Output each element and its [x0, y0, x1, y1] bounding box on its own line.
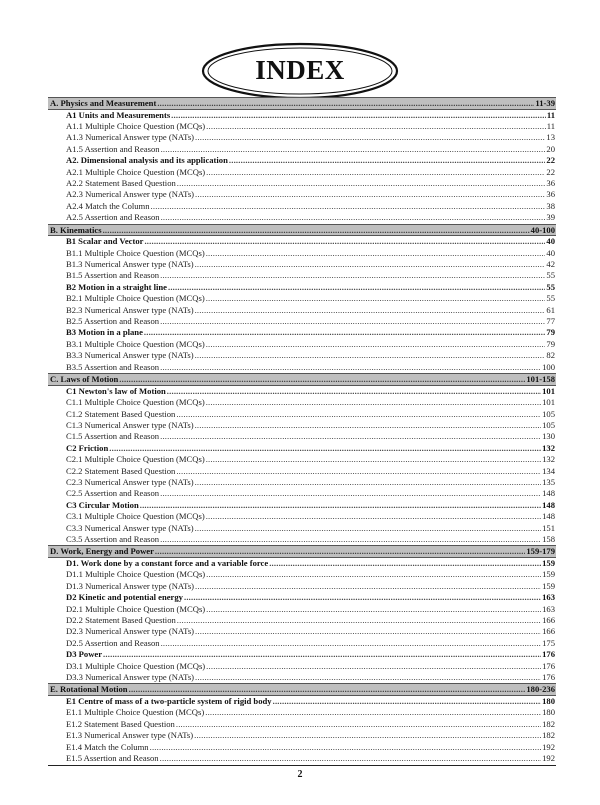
dot-leader: [150, 742, 542, 753]
index-item-row: [48, 259, 556, 270]
dot-leader: [168, 282, 545, 293]
entry-page-number: 151: [542, 522, 555, 533]
entry-label: E1.3 Numerical Answer type (NATs): [66, 730, 194, 741]
entry-page-number: 101-158: [526, 374, 555, 385]
dot-leader: [176, 409, 541, 420]
index-item-row: [48, 248, 556, 259]
index-item-row: [48, 707, 556, 718]
entry-page-number: 13: [546, 132, 555, 143]
entry-page-number: 158: [542, 534, 555, 544]
entry-label: A. Physics and Measurement: [50, 98, 157, 108]
index-item-row: [48, 581, 556, 592]
entry-label: B2.5 Assertion and Reason: [66, 316, 160, 327]
index-item-row: [48, 488, 556, 499]
index-item-row: [48, 753, 556, 764]
index-item-row: [48, 189, 556, 200]
dot-leader: [103, 225, 530, 236]
index-item-row: [48, 167, 556, 178]
dot-leader: [206, 167, 545, 178]
index-item-row: [48, 569, 556, 580]
entry-page-number: 135: [542, 476, 555, 487]
entry-page-number: 182: [542, 718, 555, 729]
entry-page-number: 175: [542, 637, 555, 648]
entry-page-number: 101: [542, 397, 555, 408]
entry-page-number: 40: [546, 247, 555, 258]
entry-label: A2. Dimensional analysis and its application: [66, 155, 228, 166]
dot-leader: [195, 477, 542, 488]
entry-label: E1.5 Assertion and Reason: [66, 753, 159, 764]
entry-label: B1.1 Multiple Choice Question (MCQs): [66, 247, 205, 258]
entry-page-number: 39: [546, 212, 555, 223]
index-item-row: [48, 316, 556, 327]
entry-page-number: 159: [542, 580, 555, 591]
index-item-row: [48, 742, 556, 753]
entry-label: B2 Motion in a straight line: [66, 281, 167, 292]
entry-label: A2.3 Numerical Answer type (NATs): [66, 189, 195, 200]
index-subsection-row: [48, 386, 556, 397]
dot-leader: [206, 511, 541, 522]
index-item-row: [48, 719, 556, 730]
entry-page-number: 176: [542, 660, 555, 671]
entry-label: B2.1 Multiple Choice Question (MCQs): [66, 293, 205, 304]
index-item-row: [48, 466, 556, 477]
entry-page-number: 20: [546, 143, 555, 154]
index-item-row: [48, 604, 556, 615]
entry-page-number: 105: [542, 408, 555, 419]
dot-leader: [160, 753, 542, 764]
title-banner: [0, 42, 600, 102]
dot-leader: [195, 581, 541, 592]
dot-leader: [195, 626, 541, 637]
dot-leader: [160, 316, 545, 327]
dot-leader: [273, 696, 542, 707]
index-item-row: [48, 672, 556, 683]
index-item-row: [48, 534, 556, 545]
entry-label: C1 Newton's law of Motion: [66, 385, 166, 396]
entry-label: D3.3 Numerical Answer type (NATs): [66, 672, 195, 683]
entry-page-number: 61: [546, 304, 555, 315]
entry-page-number: 22: [546, 166, 555, 177]
entry-label: D1.1 Multiple Choice Question (MCQs): [66, 569, 206, 580]
index-item-row: [48, 523, 556, 534]
index-item-row: [48, 431, 556, 442]
index-item-row: [48, 132, 556, 143]
entry-label: C3.1 Multiple Choice Question (MCQs): [66, 511, 205, 522]
entry-label: C1.3 Numerical Answer type (NATs): [66, 419, 194, 430]
dot-leader: [195, 259, 546, 270]
index-table: [48, 97, 556, 765]
entry-page-number: 176: [542, 672, 555, 683]
entry-page-number: 180: [542, 696, 555, 707]
dot-leader: [160, 431, 541, 442]
entry-label: B. Kinematics: [50, 224, 102, 235]
entry-label: D1.3 Numerical Answer type (NATs): [66, 580, 195, 591]
entry-label: D2.1 Multiple Choice Question (MCQs): [66, 603, 206, 614]
entry-label: D2.5 Assertion and Reason: [66, 637, 160, 648]
dot-leader: [195, 305, 546, 316]
entry-label: E1 Centre of mass of a two-particle system of rigid body: [66, 696, 272, 707]
index-item-row: [48, 121, 556, 132]
entry-label: B2.3 Numerical Answer type (NATs): [66, 304, 194, 315]
entry-label: E1.4 Match the Column: [66, 741, 149, 752]
entry-page-number: 166: [542, 626, 555, 637]
index-item-row: [48, 638, 556, 649]
entry-page-number: 180: [542, 707, 555, 718]
entry-label: A2.1 Multiple Choice Question (MCQs): [66, 166, 206, 177]
entry-page-number: 82: [546, 350, 555, 361]
entry-page-number: 192: [542, 753, 555, 764]
entry-page-number: 40: [546, 236, 555, 247]
entry-label: B3.3 Numerical Answer type (NATs): [66, 350, 194, 361]
entry-page-number: 55: [546, 281, 555, 292]
entry-label: C3.3 Numerical Answer type (NATs): [66, 522, 194, 533]
entry-label: C2.5 Assertion and Reason: [66, 488, 160, 499]
dot-leader: [160, 362, 541, 373]
entry-label: E1.1 Multiple Choice Question (MCQs): [66, 707, 205, 718]
dot-leader: [157, 98, 534, 109]
entry-label: E. Rotational Motion: [50, 684, 128, 695]
entry-page-number: 11: [546, 121, 555, 131]
dot-leader: [269, 558, 541, 569]
dot-leader: [206, 661, 541, 672]
index-item-row: [48, 661, 556, 672]
dot-leader: [195, 132, 545, 143]
entry-page-number: 132: [542, 442, 555, 453]
dot-leader: [206, 397, 541, 408]
dot-leader: [195, 350, 546, 361]
index-item-row: [48, 293, 556, 304]
entry-page-number: 79: [546, 327, 555, 338]
dot-leader: [129, 684, 526, 695]
index-subsection-row: [48, 558, 556, 569]
entry-page-number: 166: [542, 615, 555, 626]
entry-page-number: 176: [542, 649, 555, 660]
entry-page-number: 130: [542, 431, 555, 442]
page-title: INDEX: [255, 55, 345, 85]
index-item-row: [48, 730, 556, 741]
dot-leader: [161, 144, 546, 155]
dot-leader: [206, 121, 546, 132]
index-item-row: [48, 626, 556, 637]
dot-leader: [206, 569, 541, 580]
dot-leader: [119, 374, 525, 385]
dot-leader: [103, 649, 541, 660]
entry-page-number: 159: [542, 569, 555, 580]
index-item-row: [48, 339, 556, 350]
index-subsection-row: [48, 236, 556, 247]
index-subsection-row: [48, 282, 556, 293]
index-item-row: [48, 201, 556, 212]
footer-divider: [48, 765, 556, 766]
entry-label: B1 Scalar and Vector: [66, 236, 144, 247]
entry-page-number: 148: [542, 511, 555, 522]
entry-label: C2.1 Multiple Choice Question (MCQs): [66, 454, 205, 465]
entry-label: C2 Friction: [66, 442, 109, 453]
dot-leader: [206, 604, 541, 615]
entry-label: E1.2 Statement Based Question: [66, 718, 175, 729]
index-item-row: [48, 477, 556, 488]
index-item-row: [48, 397, 556, 408]
entry-page-number: 159-179: [526, 546, 555, 557]
entry-page-number: 77: [546, 316, 555, 327]
index-subsection-row: [48, 592, 556, 603]
dot-leader: [109, 443, 541, 454]
index-item-row: [48, 270, 556, 281]
entry-label: A1.3 Numerical Answer type (NATs): [66, 132, 195, 143]
dot-leader: [177, 178, 546, 189]
index-subsection-row: [48, 696, 556, 707]
index-item-row: [48, 362, 556, 373]
entry-label: C. Laws of Motion: [50, 374, 119, 385]
dot-leader: [206, 454, 541, 465]
entry-label: A1 Units and Measurements: [66, 109, 171, 120]
dot-leader: [206, 293, 546, 304]
index-item-row: [48, 350, 556, 361]
entry-label: B3.5 Assertion and Reason: [66, 361, 160, 372]
dot-leader: [195, 189, 545, 200]
entry-page-number: 22: [546, 155, 555, 166]
entry-label: B1.5 Assertion and Reason: [66, 270, 160, 281]
entry-label: D3 Power: [66, 649, 103, 660]
index-section-row: [48, 545, 556, 558]
entry-page-number: 79: [546, 338, 555, 349]
index-item-row: [48, 212, 556, 223]
entry-label: C2.3 Numerical Answer type (NATs): [66, 476, 194, 487]
index-item-row: [48, 420, 556, 431]
entry-label: D2.3 Numerical Answer type (NATs): [66, 626, 195, 637]
entry-page-number: 132: [542, 454, 555, 465]
dot-leader: [206, 339, 546, 350]
index-subsection-row: [48, 328, 556, 339]
dot-leader: [177, 615, 541, 626]
entry-page-number: 159: [542, 558, 555, 568]
entry-page-number: 163: [542, 603, 555, 614]
index-section-row: [48, 683, 556, 696]
index-item-row: [48, 511, 556, 522]
index-subsection-row: [48, 500, 556, 511]
entry-label: C1.5 Assertion and Reason: [66, 431, 160, 442]
entry-page-number: 105: [542, 419, 555, 430]
entry-label: D1. Work done by a constant force and a variable force: [66, 558, 269, 568]
index-item-row: [48, 144, 556, 155]
dot-leader: [160, 488, 541, 499]
index-subsection-row: [48, 155, 556, 166]
dot-leader: [161, 638, 542, 649]
entry-label: C1.1 Multiple Choice Question (MCQs): [66, 397, 205, 408]
entry-label: C3.5 Assertion and Reason: [66, 534, 160, 544]
index-item-row: [48, 305, 556, 316]
entry-page-number: 192: [542, 741, 555, 752]
entry-label: D2.2 Statement Based Question: [66, 615, 176, 626]
entry-label: A2.5 Assertion and Reason: [66, 212, 160, 223]
index-item-row: [48, 178, 556, 189]
index-subsection-row: [48, 443, 556, 454]
dot-leader: [144, 328, 546, 339]
page-number: 2: [297, 769, 303, 780]
entry-label: C3 Circular Motion: [66, 499, 139, 510]
dot-leader: [206, 248, 546, 259]
entry-label: D3.1 Multiple Choice Question (MCQs): [66, 660, 206, 671]
entry-page-number: 55: [546, 270, 555, 281]
entry-label: C1.2 Statement Based Question: [66, 408, 176, 419]
dot-leader: [176, 719, 541, 730]
entry-page-number: 182: [542, 730, 555, 741]
dot-leader: [161, 212, 546, 223]
dot-leader: [184, 592, 541, 603]
index-section-row: [48, 373, 556, 386]
entry-label: B3.1 Multiple Choice Question (MCQs): [66, 338, 205, 349]
entry-page-number: 36: [546, 178, 555, 189]
entry-page-number: 38: [546, 200, 555, 211]
entry-label: D2 Kinetic and potential energy: [66, 592, 183, 603]
entry-page-number: 101: [542, 385, 555, 396]
dot-leader: [195, 523, 542, 534]
entry-page-number: 148: [542, 488, 555, 499]
dot-leader: [155, 546, 525, 557]
entry-page-number: 11: [546, 109, 555, 120]
entry-label: A1.1 Multiple Choice Question (MCQs): [66, 121, 206, 131]
dot-leader: [194, 730, 541, 741]
entry-label: C2.2 Statement Based Question: [66, 465, 176, 476]
dot-leader: [160, 534, 541, 545]
index-section-row: [48, 97, 556, 110]
entry-page-number: 36: [546, 189, 555, 200]
dot-leader: [205, 707, 541, 718]
dot-leader: [176, 466, 541, 477]
dot-leader: [229, 155, 546, 166]
entry-label: A1.5 Assertion and Reason: [66, 143, 160, 154]
entry-page-number: 100: [542, 361, 555, 372]
entry-label: D. Work, Energy and Power: [50, 546, 154, 557]
index-subsection-row: [48, 649, 556, 660]
entry-page-number: 180-236: [526, 684, 555, 695]
dot-leader: [195, 420, 542, 431]
entry-page-number: 148: [542, 499, 555, 510]
index-subsection-row: [48, 110, 556, 121]
entry-label: B1.3 Numerical Answer type (NATs): [66, 259, 194, 270]
dot-leader: [160, 270, 545, 281]
entry-page-number: 42: [546, 259, 555, 270]
index-item-row: [48, 409, 556, 420]
entry-page-number: 134: [542, 465, 555, 476]
index-item-row: [48, 454, 556, 465]
entry-page-number: 55: [546, 293, 555, 304]
entry-label: B3 Motion in a plane: [66, 327, 143, 338]
entry-label: A2.4 Match the Column: [66, 200, 150, 211]
dot-leader: [167, 386, 541, 397]
entry-label: A2.2 Statement Based Question: [66, 178, 176, 189]
dot-leader: [151, 201, 546, 212]
dot-leader: [140, 500, 541, 511]
entry-page-number: 11-39: [535, 98, 555, 108]
entry-page-number: 163: [542, 592, 555, 603]
index-item-row: [48, 615, 556, 626]
dot-leader: [195, 672, 541, 683]
dot-leader: [144, 236, 545, 247]
index-section-row: [48, 224, 556, 237]
entry-page-number: 40-100: [530, 224, 555, 235]
dot-leader: [171, 110, 546, 121]
